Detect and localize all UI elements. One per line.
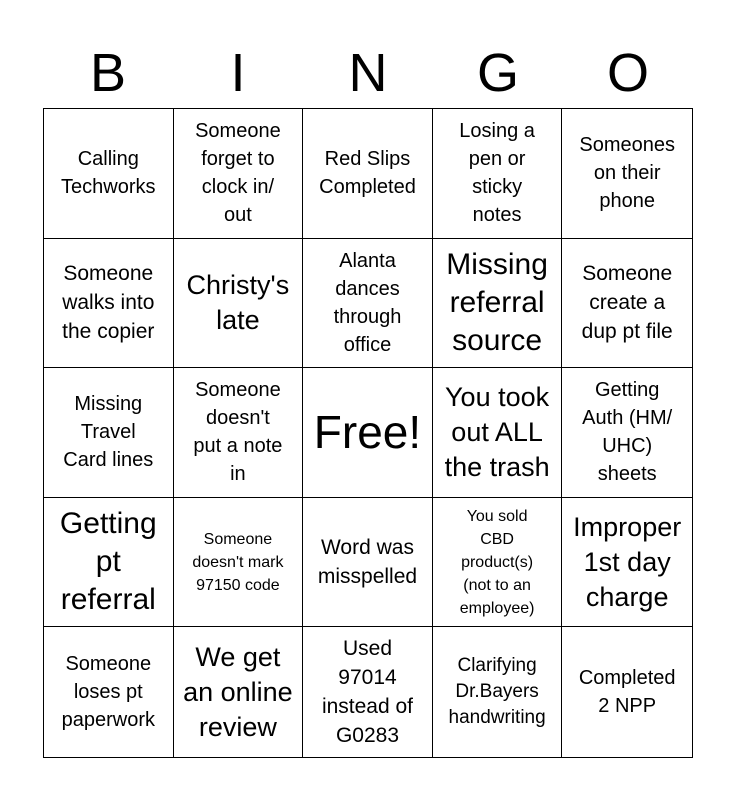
cell-text: You sold CBD product(s) (not to an employee) <box>459 507 535 617</box>
bingo-cell[interactable] <box>44 498 174 628</box>
bingo-cell[interactable] <box>44 239 174 369</box>
cell-text: Red Slips Completed <box>319 148 416 199</box>
cell-text: Someone forget to clock in/ out <box>195 120 281 227</box>
cell-text: Alanta dances through office <box>333 249 402 356</box>
cell-text: Missing referral source <box>446 247 548 357</box>
bingo-cell[interactable] <box>303 109 433 239</box>
cell-text: We get an online review <box>183 641 293 742</box>
cell-text: Someone walks into the copier <box>62 262 155 344</box>
cell-text: Clarifying Dr.Bayers handwriting <box>448 655 546 729</box>
bingo-header <box>43 38 693 108</box>
bingo-cell[interactable] <box>174 368 304 498</box>
cell-text: Someone create a dup pt file <box>581 262 673 344</box>
cell-text: Used 97014 instead of G0283 <box>321 637 414 748</box>
bingo-cell[interactable] <box>562 498 692 628</box>
cell-text: Christy's late <box>186 269 290 335</box>
bingo-cell[interactable] <box>562 627 692 757</box>
bingo-cell[interactable] <box>44 109 174 239</box>
bingo-cell[interactable] <box>174 627 304 757</box>
bingo-cell[interactable] <box>562 368 692 498</box>
bingo-cell[interactable] <box>174 239 304 369</box>
cell-text: Calling Techworks <box>61 148 156 199</box>
cell-text: Getting Auth (HM/ UHC) sheets <box>582 379 673 486</box>
bingo-cell[interactable] <box>562 239 692 369</box>
cell-text: Someone doesn't mark 97150 code <box>192 530 284 594</box>
cell-text: Improper 1st day charge <box>573 511 682 612</box>
cell-text: Someone loses pt paperwork <box>61 653 155 732</box>
cell-text: Losing a pen or sticky notes <box>459 120 535 227</box>
header-letter-i: I <box>230 43 246 103</box>
cell-text: Someones on their phone <box>579 134 675 213</box>
bingo-cell[interactable] <box>562 109 692 239</box>
bingo-cell[interactable] <box>433 368 563 498</box>
header-letter-g: G <box>476 43 519 103</box>
header-letter-o: O <box>606 43 649 103</box>
cell-text: Word was misspelled <box>317 536 418 589</box>
bingo-cell[interactable] <box>303 627 433 757</box>
bingo-cell[interactable] <box>433 239 563 369</box>
bingo-cell[interactable] <box>174 498 304 628</box>
cell-text: Missing Travel Card lines <box>63 393 154 472</box>
cell-text: Completed 2 NPP <box>578 667 676 718</box>
free-space-text: Free! <box>313 406 422 459</box>
bingo-cell[interactable] <box>44 627 174 757</box>
bingo-cell[interactable] <box>433 627 563 757</box>
header-letter-b: B <box>89 43 127 103</box>
bingo-cell[interactable] <box>433 498 563 628</box>
bingo-cell free-space[interactable] <box>303 368 433 498</box>
cell-text: You took out ALL the trash <box>444 381 550 482</box>
cell-text: Getting pt referral <box>59 507 157 617</box>
bingo-cell[interactable] <box>174 109 304 239</box>
bingo-board <box>43 108 693 758</box>
bingo-cell[interactable] <box>433 109 563 239</box>
bingo-cell[interactable] <box>303 239 433 369</box>
bingo-cell[interactable] <box>303 498 433 628</box>
bingo-cell[interactable] <box>44 368 174 498</box>
header-letter-n: N <box>348 43 388 103</box>
cell-text: Someone doesn't put a note in <box>193 379 283 486</box>
